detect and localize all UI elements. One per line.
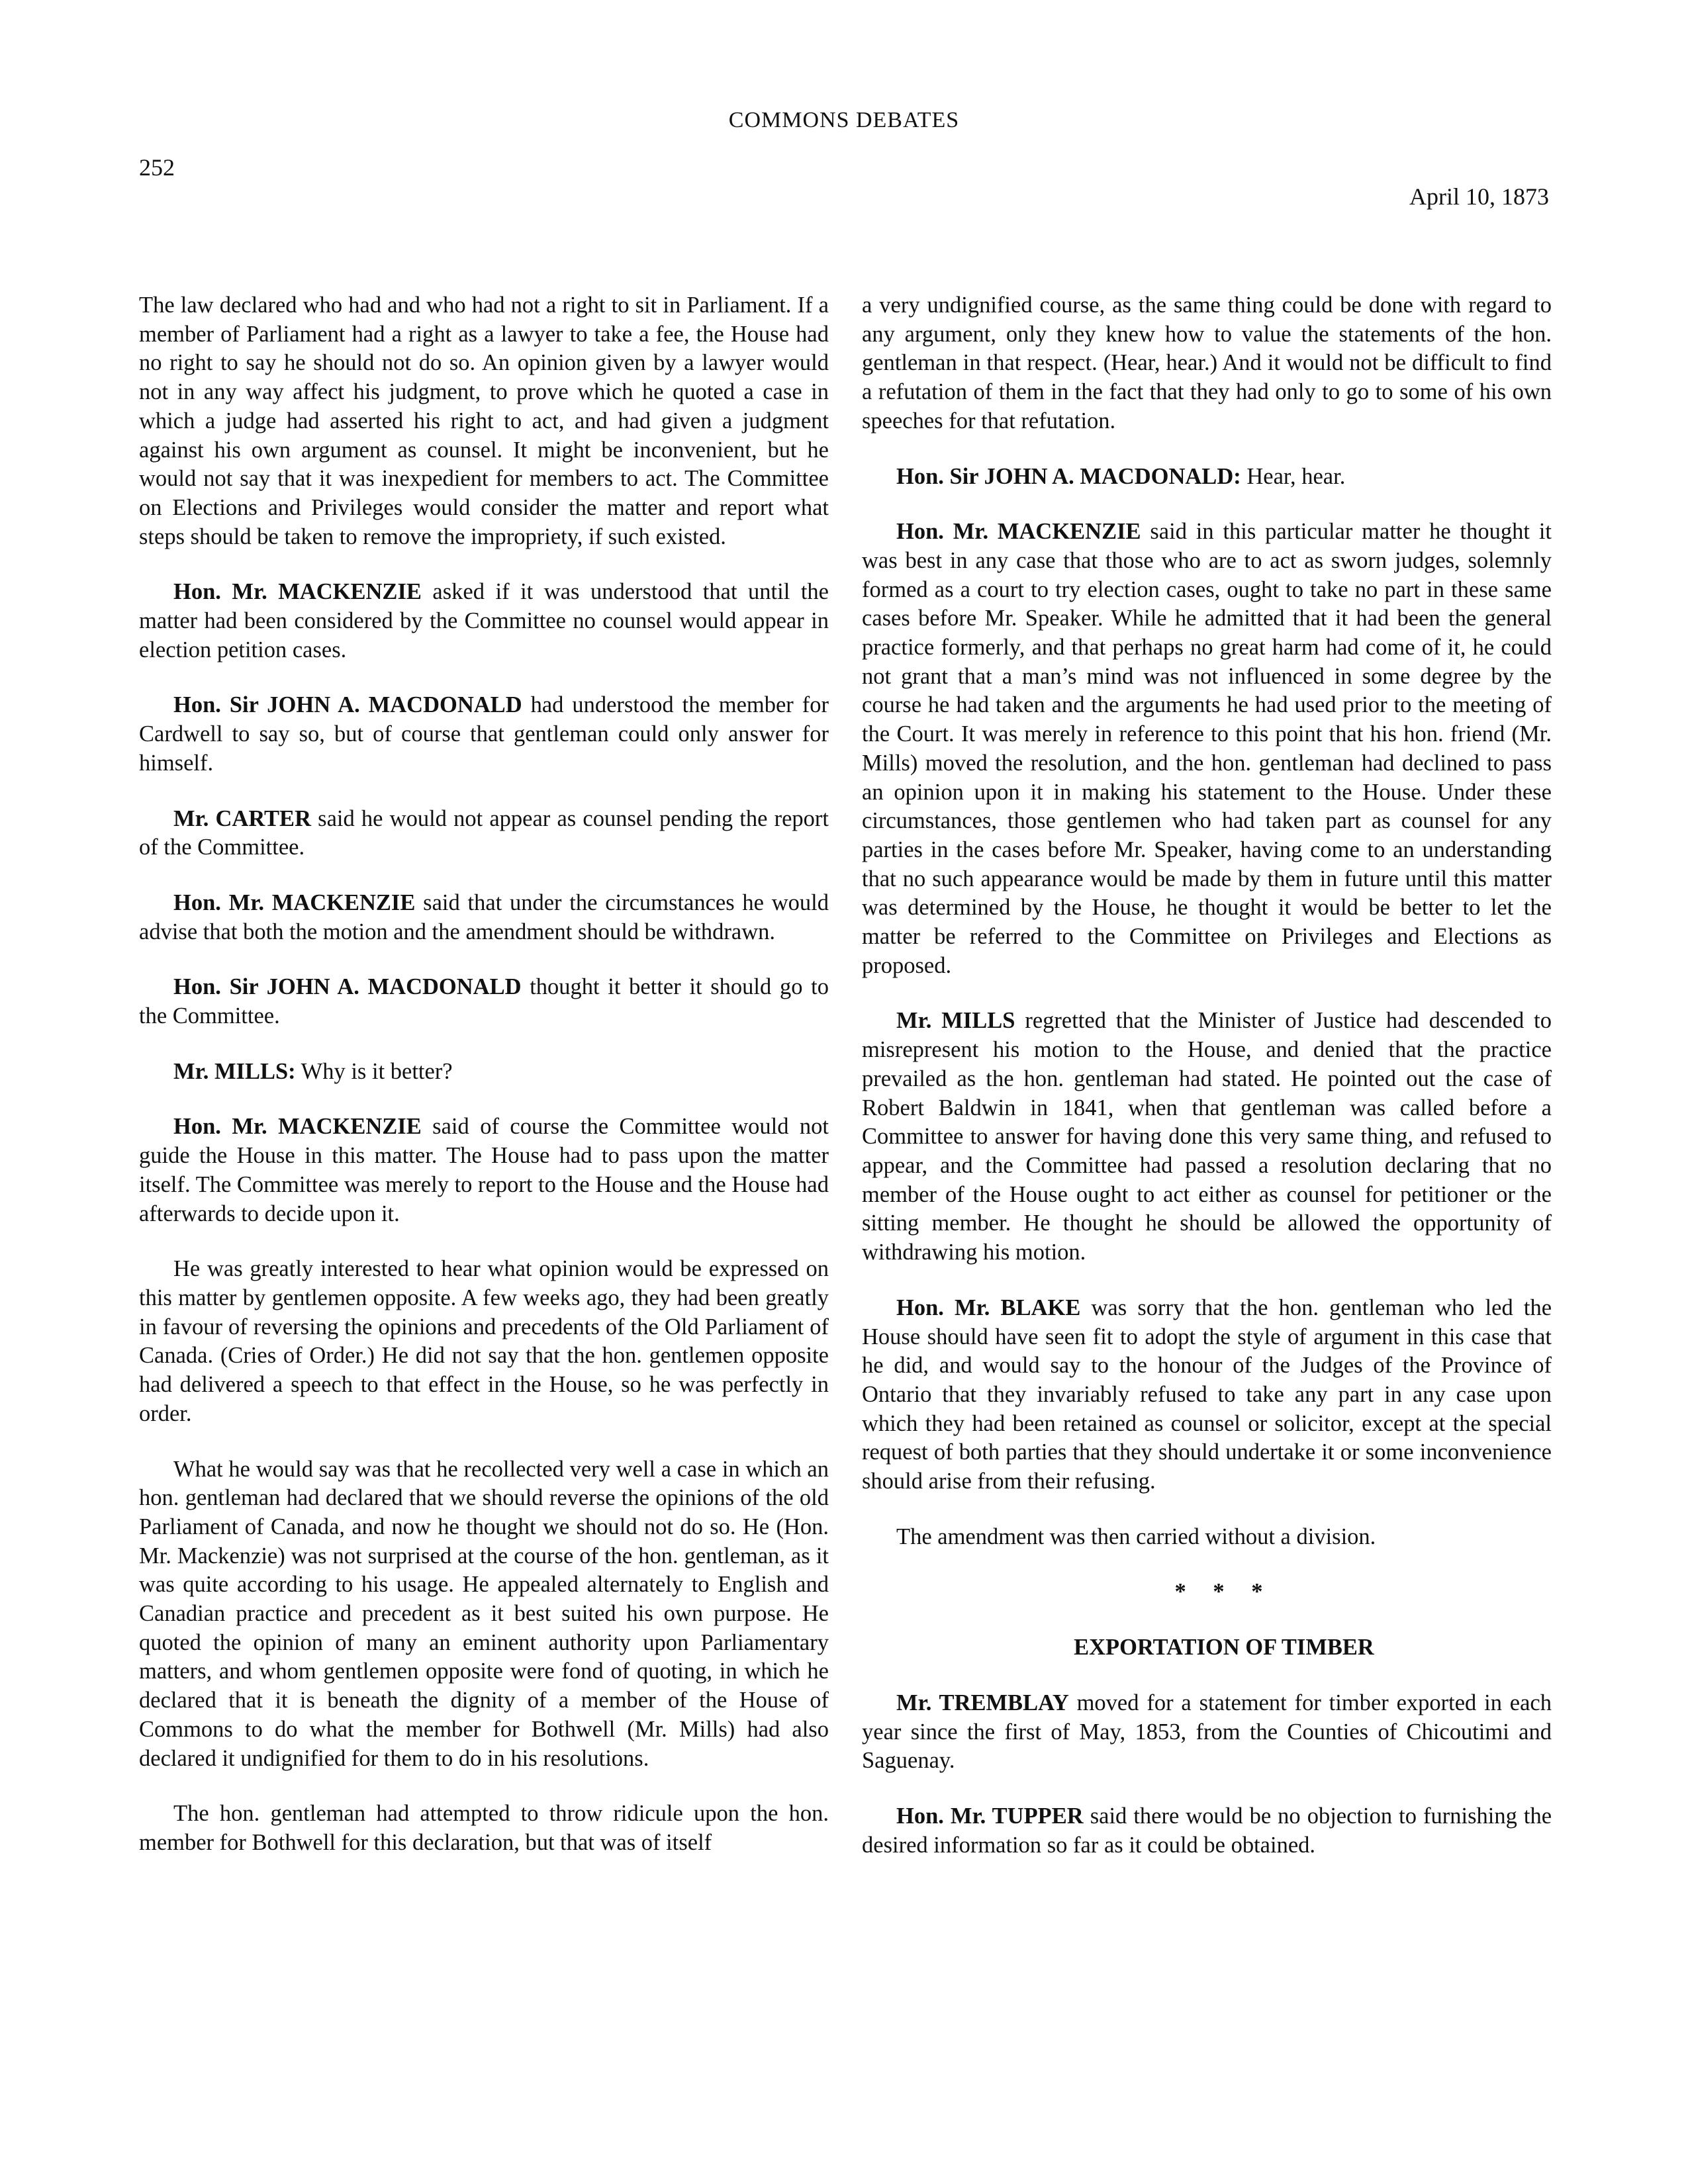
speaker-name: Mr. CARTER (173, 805, 311, 831)
speaker-name: Hon. Mr. MACKENZIE (173, 889, 416, 915)
paragraph: Hon. Mr. MACKENZIE said in this particular matter he thought it was best in any case that those who are to act as sworn judges, solemnly formed as a court to try election cases, ought to take no part in these same cases before Mr. Speaker. While he admitted that it had been the general practice formerly, and that perhaps no great harm had come of it, he could not grant that a man’s mind was not influenced in some degree by the course he had taken and the arguments he had used prior to the meeting of the Court. It was merely in reference to this point that his hon. friend (Mr. Mills) moved the resolution, and the hon. gentleman had declined to pass an opinion upon it in making his statement to the House. Under these circumstances, those gentlemen who had taken part as counsel for any parties in the cases before Mr. Speaker, having come to an understanding that no such appearance would be made by them in future until this matter was determined by the House, he thought it would be better to let the matter be referred to the Committee on Privileges and Elections as proposed. (862, 519, 1552, 978)
paragraph: Hon. Sir JOHN A. MACDONALD thought it better it should go to the Committee. (139, 974, 829, 1029)
paragraph: What he would say was that he recollected very well a case in which an hon. gentleman had declared that we should reverse the opinions of the old Parliament of Canada, and now he thought we should not do so. He (Hon. Mr. Mackenzie) was not surprised at the course of the hon. gentleman, as it was quite according to his usage. He appealed alternately to English and Canadian practice and precedent as it best suited his own purpose. He quoted the opinion of many an eminent authority upon Parliamentary matters, and whom gentlemen opposite were fond of quoting, in which he declared that it is beneath the dignity of a member of the House of Commons to do what the member for Bothwell (Mr. Mills) had also declared it undignified for them to do in his resolutions. (139, 1456, 829, 1771)
paragraph: He was greatly interested to hear what opinion would be expressed on this matter by gentlemen opposite. A few weeks ago, they had been greatly in favour of reversing the opinions and precedents of the Old Parliament of Canada. (Cries of Order.) He did not say that the hon. gentlemen opposite had delivered a speech to that effect in the House, so he was perfectly in order. (139, 1256, 829, 1426)
speaker-name: Hon. Sir JOHN A. MACDONALD: (896, 463, 1241, 489)
speaker-name: Hon. Mr. TUPPER (896, 1803, 1084, 1829)
left-column (139, 291, 829, 1884)
paragraph: Hon. Mr. MACKENZIE said that under the circumstances he would advise that both the motion and the amendment should be withdrawn. (139, 889, 829, 944)
speaker-name: Mr. MILLS (896, 1008, 1015, 1034)
speaker-name: Hon. Mr. BLAKE (896, 1295, 1081, 1320)
paragraph: Mr. TREMBLAY moved for a statement for timber exported in each year since the first of May, 1853, from the Counties of Chicoutimi and Saguenay. (862, 1690, 1552, 1774)
paragraph: The amendment was then carried without a division. (896, 1524, 1376, 1549)
paragraph: Hon. Sir JOHN A. MACDONALD: Hear, hear. (896, 463, 1346, 489)
speaker-name: Hon. Sir JOHN A. MACDONALD (173, 692, 522, 718)
page-header-title: COMMONS DEBATES (728, 108, 960, 132)
paragraph: Hon. Mr. MACKENZIE said of course the Committee would not guide the House in this matter. The House had to pass upon the matter itself. The Committee was merely to report to the House and the House had afterwards to decide upon it. (139, 1114, 829, 1226)
page-number: 252 (139, 154, 175, 181)
speaker-name: Hon. Sir JOHN A. MACDONALD (173, 974, 522, 1000)
speaker-name: Mr. MILLS: (173, 1058, 296, 1084)
paragraph: Mr. MILLS: Why is it better? (173, 1058, 453, 1084)
page-date: April 10, 1873 (1409, 183, 1549, 210)
speaker-name: Hon. Mr. MACKENZIE (173, 1114, 422, 1140)
section-separator: * * * (1174, 1579, 1274, 1605)
speaker-name: Mr. TREMBLAY (896, 1690, 1069, 1715)
paragraph: Mr. CARTER said he would not appear as counsel pending the report of the Committee. (139, 805, 829, 860)
paragraph: Hon. Sir JOHN A. MACDONALD had understood the member for Cardwell to say so, but of course that gentleman could only answer for himself. (139, 692, 829, 776)
paragraph: Hon. Mr. TUPPER said there would be no objection to furnishing the desired information so far as it could be obtained. (862, 1803, 1552, 1858)
paragraph: a very undignified course, as the same thing could be done with regard to any argument, only they knew how to value the statements of the hon. gentleman in that respect. (Hear, hear.) And it would not be difficult to find a refutation of them in the fact that they had only to go to some of his own speeches for that refutation. (862, 293, 1552, 433)
paragraph: Hon. Mr. BLAKE was sorry that the hon. gentleman who led the House should have seen fit to adopt the style of argument in this case that he did, and would say to the honour of the Judges of the Province of Ontario that they invariably refused to take any part in any case upon which they had been retained as counsel or solicitor, except at the special request of both parties that they should undertake it or some inconvenience should arise from their refusing. (862, 1295, 1552, 1494)
paragraph: Hon. Mr. MACKENZIE asked if it was understood that until the matter had been considered by the Committee no counsel would appear in election petition cases. (139, 579, 829, 662)
speaker-name: Hon. Mr. MACKENZIE (173, 579, 422, 605)
section-heading: EXPORTATION OF TIMBER (1074, 1635, 1374, 1661)
paragraph: The law declared who had and who had not a right to sit in Parliament. If a member of Parliament had a right as a lawyer to take a fee, the House had no right to say he should not do so. An opinion given by a lawyer would not in any way affect his judgment, to prove which he quoted a case in which a judge had asserted his right to act, and had given a judgment against his own argument as counsel. It might be inconvenient, but he would not say that it was inexpedient for members to act. The Committee on Elections and Privileges would consider the matter and report what steps should be taken to remove the impropriety, if such existed. (139, 293, 829, 549)
right-column (862, 291, 1552, 1886)
paragraph: The hon. gentleman had attempted to throw ridicule upon the hon. member for Bothwell for this declaration, but that was of itself (139, 1801, 829, 1855)
paragraph: Mr. MILLS regretted that the Minister of Justice had descended to misrepresent his motion to the House, and denied that the practice prevailed as the hon. gentleman had stated. He pointed out the case of Robert Baldwin in 1841, when that gentleman was called before a Committee to answer for having done this very same thing, and refused to appear, and the Committee had passed a resolution declaring that no member of the House ought to act either as counsel for petitioner or the sitting member. He thought he should be allowed the opportunity of withdrawing his motion. (862, 1008, 1552, 1265)
speaker-name: Hon. Mr. MACKENZIE (896, 519, 1141, 545)
